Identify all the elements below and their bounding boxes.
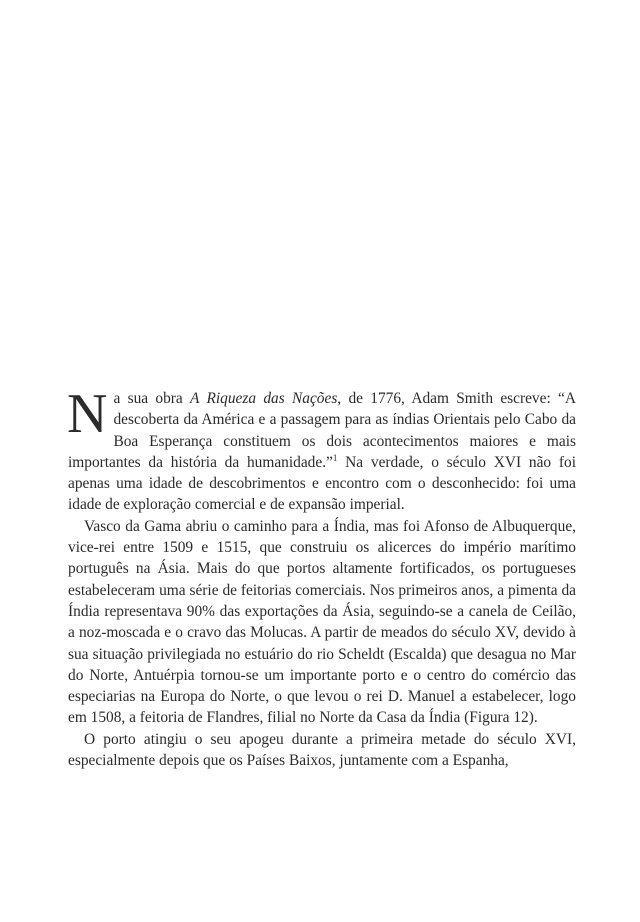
paragraph-1-quote: de 1776, Adam Smith escreve: “A descoberta da América e a passagem para as índias Orientais pelo Cabo da Boa Esperança constituem os dois acontecimentos maiores e mais importantes da história da humanidade.” (68, 390, 576, 471)
book-title: A Riqueza das Nações, (190, 390, 342, 407)
paragraph-1-conclusion: Na verdade, o século XVI não foi apenas uma idade de descobrimentos e encontro com o desconhecido: foi uma idade de exploração comercial e de expansão imperial. (68, 453, 577, 514)
paragraph-1-intro: a sua obra (113, 390, 191, 407)
page-body (67, 383, 577, 771)
paragraph-1 (67, 383, 577, 516)
paragraph-2: Vasco da Gama abriu o caminho para a Índia, mas foi Afonso de Albuquerque, vice-rei entre 1509 e 1515, que construiu os alicerces do império marítimo português na Ásia. Mais do que portos altamente fortificados, os portugueses estabeleceram uma série de feitorias comerciais. Nos primeiros anos, a pimenta da Índia representava 90% das exportações da Ásia, seguindo-se a canela de Ceilão, a noz-moscada e o cravo das Molucas. A partir de meados do século XV, devido à sua situação privilegiada no estuário do rio Scheldt (Escalda) que desagua no Mar do Norte, Antuérpia tornou-se um importante porto e o centro do comércio das especiarias na Europa do Norte, o que levou o rei D. Manuel a estabelecer, logo em 1508, a feitoria de Flandres, filial no Norte da Casa da Índia (Figura 12). (68, 517, 576, 727)
drop-cap: N (67, 383, 108, 445)
paragraph-3: O porto atingiu o seu apogeu durante a primeira metade do século XVI, especialmente depois que os Países Baixos, juntamente com a Espanha, (68, 730, 576, 770)
footnote-reference[interactable]: 1 (332, 452, 338, 463)
